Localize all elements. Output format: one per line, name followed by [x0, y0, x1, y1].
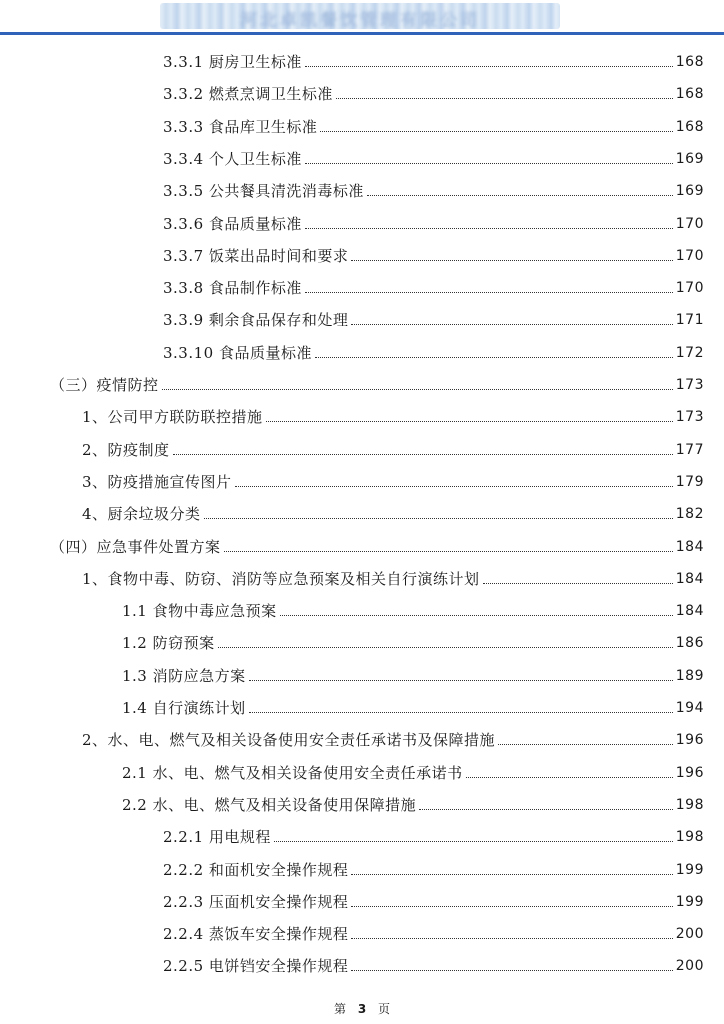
toc-entry[interactable] [82, 557, 704, 589]
toc-entry-title: （四）应急事件处置方案 [50, 537, 221, 556]
toc-dot-leader [351, 260, 672, 261]
toc-entry[interactable] [163, 137, 704, 169]
toc-dot-leader [320, 131, 672, 132]
toc-entry-title: 3.3.10 食品质量标准 [163, 343, 312, 362]
toc-dot-leader [351, 324, 672, 325]
toc-entry-page: 170 [675, 215, 704, 232]
toc-entry[interactable] [122, 589, 704, 621]
toc-entry-page: 184 [675, 603, 704, 620]
toc-dot-leader [305, 292, 673, 293]
toc-entry-title: 3.3.5 公共餐具清洗消毒标准 [163, 182, 364, 201]
toc-entry-page: 171 [675, 312, 704, 329]
toc-entry-title: 3.3.2 燃煮烹调卫生标准 [163, 85, 333, 104]
toc-entry-title: 3.3.3 食品库卫生标准 [163, 117, 318, 136]
toc-entry-page: 189 [675, 667, 704, 684]
toc-entry-page: 184 [675, 538, 704, 555]
toc-entry-title: 3.3.9 剩余食品保存和处理 [163, 311, 349, 330]
toc-entry[interactable] [163, 815, 704, 847]
toc-dot-leader [351, 874, 672, 875]
toc-entry-page: 179 [675, 473, 704, 490]
toc-entry[interactable] [163, 234, 704, 266]
toc-entry[interactable] [122, 783, 704, 815]
header-divider [0, 32, 724, 35]
toc-entry-title: 1、食物中毒、防窃、消防等应急预案及相关自行演练计划 [82, 569, 480, 588]
toc-dot-leader [336, 98, 673, 99]
toc-entry-title: 3、防疫措施宣传图片 [82, 472, 232, 491]
toc-entry-title: 1、公司甲方联防联控措施 [82, 408, 263, 427]
toc-entry-title: 3.3.7 饭菜出品时间和要求 [163, 246, 349, 265]
toc-dot-leader [173, 454, 673, 455]
toc-entry-page: 172 [675, 344, 704, 361]
toc-entry[interactable] [122, 654, 704, 686]
toc-entry-title: 3.3.4 个人卫生标准 [163, 149, 302, 168]
toc-entry-title: 2.2.3 压面机安全操作规程 [163, 892, 349, 911]
toc-dot-leader [315, 357, 673, 358]
toc-entry[interactable] [163, 266, 704, 298]
toc-entry-title: 1.3 消防应急方案 [122, 666, 246, 685]
toc-entry[interactable] [163, 912, 704, 944]
toc-entry[interactable] [82, 718, 704, 750]
toc-dot-leader [280, 615, 673, 616]
toc-entry[interactable] [163, 105, 704, 137]
toc-entry-page: 170 [675, 280, 704, 297]
toc-entry-title: 3.3.1 厨房卫生标准 [163, 53, 302, 71]
toc-entry-page: 196 [675, 764, 704, 781]
toc-entry-page: 199 [675, 893, 704, 910]
toc-dot-leader [204, 518, 673, 519]
toc-entry-title: 2、水、电、燃气及相关设备使用安全责任承诺书及保障措施 [82, 731, 496, 750]
toc-entry[interactable] [163, 202, 704, 234]
toc-entry-title: 3.3.8 食品制作标准 [163, 279, 302, 298]
toc-entry-page: 184 [675, 570, 704, 587]
toc-entry-page: 168 [675, 86, 704, 103]
toc-dot-leader [466, 777, 673, 778]
toc-entry-page: 168 [675, 54, 704, 70]
header-company-name: 河北卓凯餐饮管理有限公司 [240, 11, 480, 29]
toc-entry-page: 173 [675, 377, 704, 393]
toc-entry[interactable] [82, 395, 704, 427]
toc-entry-title: 1.2 防窃预案 [122, 634, 215, 653]
toc-dot-leader [367, 195, 673, 196]
toc-entry-page: 198 [675, 829, 704, 846]
toc-entry-page: 169 [675, 183, 704, 200]
toc-dot-leader [249, 680, 673, 681]
toc-entry-page: 182 [675, 506, 704, 523]
toc-entry-page: 168 [675, 118, 704, 135]
toc-entry-title: 2.2 水、电、燃气及相关设备使用保障措施 [122, 795, 417, 814]
toc-entry[interactable] [163, 40, 704, 72]
toc-entry[interactable] [50, 363, 704, 395]
footer-suffix: 页 [378, 1002, 391, 1016]
toc-entry-page: 177 [675, 441, 704, 458]
toc-entry[interactable] [82, 428, 704, 460]
toc-entry-page: 200 [675, 926, 704, 943]
toc-dot-leader [235, 486, 673, 487]
toc-entry-title: 2.2.1 用电规程 [163, 828, 271, 847]
toc-dot-leader [305, 66, 673, 67]
toc-dot-leader [162, 389, 673, 390]
toc-entry[interactable] [122, 751, 704, 783]
toc-entry-title: 3.3.6 食品质量标准 [163, 214, 302, 233]
toc-entry-title: （三）疫情防控 [50, 376, 159, 394]
header-company-banner [160, 3, 560, 29]
toc-entry-title: 2、防疫制度 [82, 440, 170, 459]
toc-dot-leader [305, 228, 673, 229]
toc-entry-page: 173 [675, 409, 704, 426]
toc-entry-title: 2.1 水、电、燃气及相关设备使用安全责任承诺书 [122, 763, 463, 782]
toc-entry[interactable] [82, 460, 704, 492]
toc-entry-page: 194 [675, 700, 704, 716]
toc-entry-title: 4、厨余垃圾分类 [82, 505, 201, 524]
toc-dot-leader [351, 906, 672, 907]
toc-entry-page: 170 [675, 247, 704, 264]
toc-entry[interactable] [122, 686, 704, 718]
toc-dot-leader [351, 970, 672, 971]
toc-entry-title: 1.1 食物中毒应急预案 [122, 602, 277, 621]
toc-entry[interactable] [50, 525, 704, 557]
toc-entry-page: 199 [675, 861, 704, 878]
toc-entry[interactable] [163, 72, 704, 104]
toc-entry-page: 200 [675, 958, 704, 975]
toc-dot-leader [351, 938, 672, 939]
page-header [0, 0, 724, 38]
toc-entry[interactable] [122, 621, 704, 653]
toc-entry-page: 169 [675, 150, 704, 167]
toc-entry[interactable] [82, 492, 704, 524]
toc-entry-page: 198 [675, 796, 704, 813]
toc-entry-title: 2.2.4 蒸饭车安全操作规程 [163, 925, 349, 944]
page-footer [0, 1000, 724, 1017]
toc-dot-leader [483, 583, 673, 584]
footer-prefix: 第 [333, 1002, 346, 1016]
toc-dot-leader [274, 841, 673, 842]
toc-entry[interactable] [163, 298, 704, 330]
toc-entry[interactable] [163, 880, 704, 912]
toc-dot-leader [249, 712, 673, 713]
toc-entry-title: 1.4 自行演练计划 [122, 699, 246, 717]
toc-entry-page: 196 [675, 732, 704, 749]
toc-entry[interactable] [163, 848, 704, 880]
toc-entry-page: 186 [675, 635, 704, 652]
toc-entry[interactable] [163, 944, 704, 976]
toc-dot-leader [224, 551, 673, 552]
toc-dot-leader [266, 421, 673, 422]
toc-entry[interactable] [163, 331, 704, 363]
toc-dot-leader [218, 647, 673, 648]
toc-dot-leader [498, 744, 673, 745]
toc-dot-leader [305, 163, 673, 164]
toc-entry[interactable] [163, 169, 704, 201]
toc-entry-title: 2.2.2 和面机安全操作规程 [163, 860, 349, 879]
toc-entry-title: 2.2.5 电饼铛安全操作规程 [163, 957, 349, 976]
footer-page-number: 3 [357, 1002, 367, 1016]
toc-dot-leader [419, 809, 673, 810]
